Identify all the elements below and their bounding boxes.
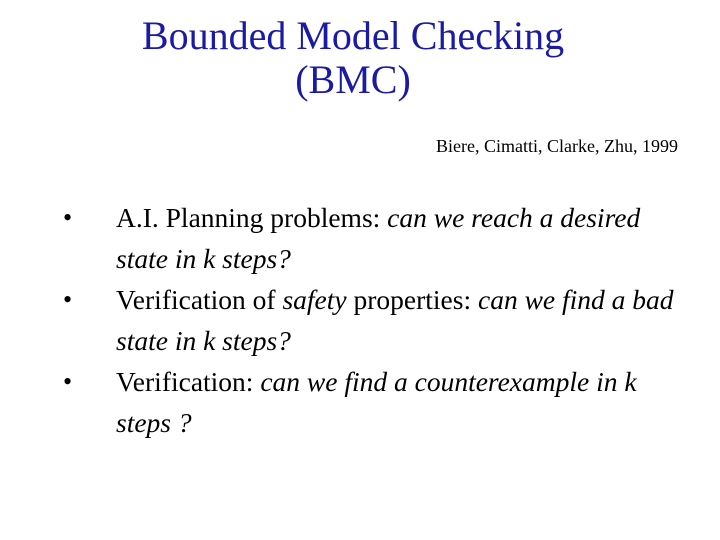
bullet-italic-text: safety	[282, 284, 347, 315]
bullet-text	[116, 279, 696, 361]
title-line-1: Bounded Model Checking	[141, 13, 565, 58]
bullet-plain-text: Verification of	[116, 284, 283, 315]
title-line-2: (BMC)	[295, 57, 411, 102]
bullet-icon: •	[63, 367, 73, 396]
bullet-plain-text: A.I. Planning problems:	[116, 202, 388, 233]
bullet-text	[116, 197, 696, 279]
bullet-icon: •	[63, 203, 73, 232]
bullet-icon: •	[63, 285, 73, 314]
bullet-italic-text: can we find a bad state in k steps?	[116, 284, 674, 356]
bullet-plain-text: Verification:	[116, 366, 261, 397]
bullet-text	[116, 361, 696, 443]
bullet-plain-text: properties:	[346, 284, 478, 315]
citation: Biere, Cimatti, Clarke, Zhu, 1999	[436, 136, 678, 156]
bullet-italic-text: can we reach a desired state in k steps?	[116, 202, 641, 274]
bullet-italic-text: can we find a counterexample in k steps ?	[116, 366, 637, 438]
